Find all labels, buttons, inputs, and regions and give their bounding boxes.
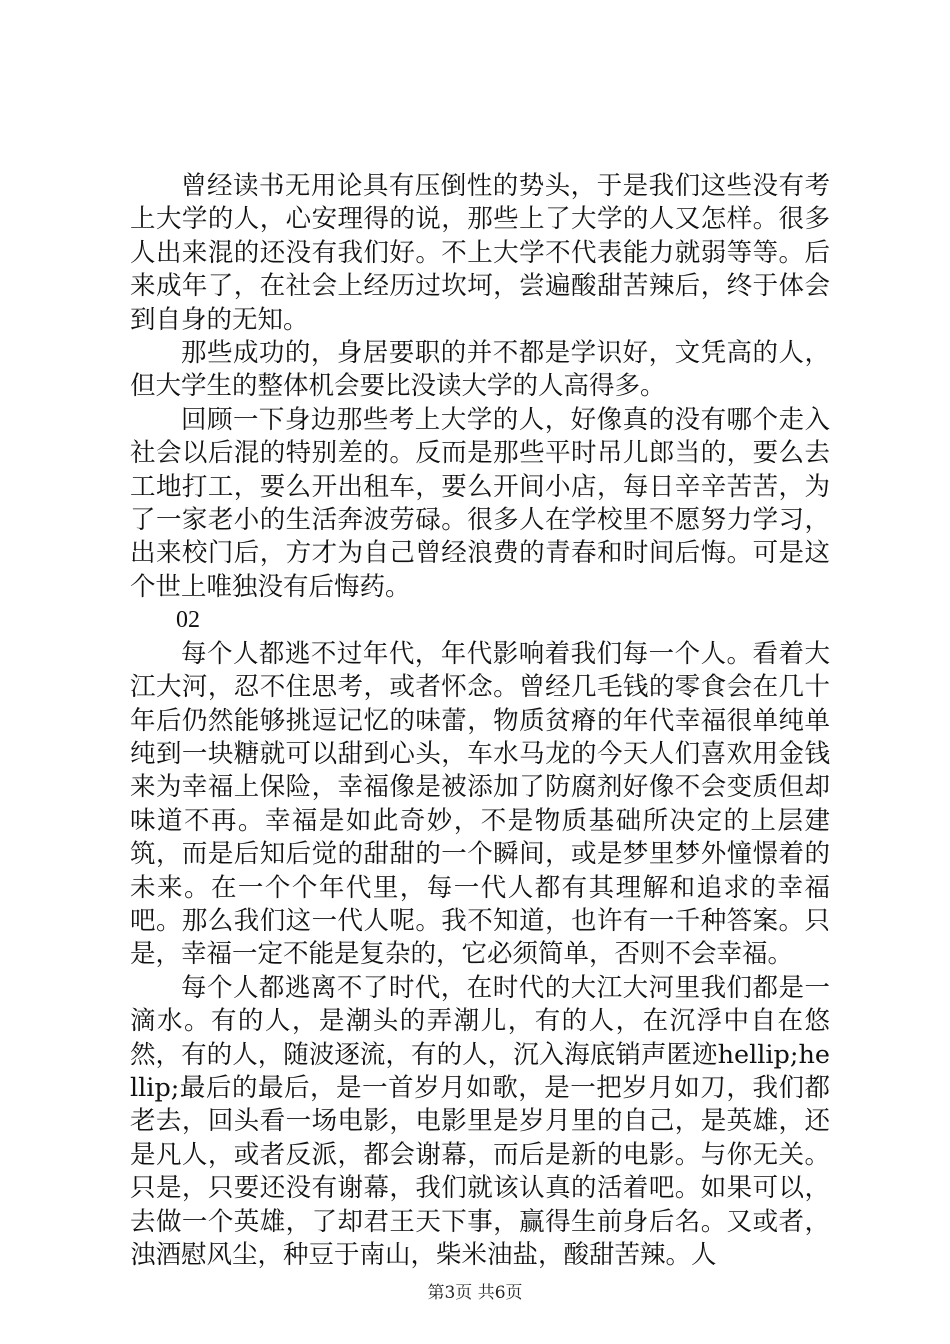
section-number: 02 [176,607,200,634]
paragraph: 曾经读书无用论具有压倒性的势头，于是我们这些没有考上大学的人，心安理得的说，那些上了大学的人又怎样。很多人出来混的还没有我们好。不上大学不代表能力就弱等等。后来成年了，在社会上经历过坎坷，尝遍酸甜苦辣后，终于体会到自身的无知。 [130,171,830,335]
paragraph: 那些成功的，身居要职的并不都是学识好，文凭高的人，但大学生的整体机会要比没读大学的人高得多。 [130,338,830,402]
paragraph: 回顾一下身边那些考上大学的人，好像真的没有哪个走入社会以后混的特别差的。反而是那些平时吊儿郎当的，要么去工地打工，要么开出租车，要么开间小店，每日辛辛苦苦，为了一家老小的生活奔波劳碌。很多人在学校里不愿努力学习，出来校门后，方才为自己曾经浪费的青春和时间后悔。可是这个世上唯独没有后悔药。 [130,404,830,602]
paragraph: 每个人都逃不过年代，年代影响着我们每一个人。看着大江大河，忍不住思考，或者怀念。曾经几毛钱的零食会在几十年后仍然能够挑逗记忆的味蕾，物质贫瘠的年代幸福很单纯单纯到一块糖就可以甜到心头，车水马龙的今天人们喜欢用金钱来为幸福上保险，幸福像是被添加了防腐剂好像不会变质但却味道不再。幸福是如此奇妙，不是物质基础所决定的上层建筑，而是后知后觉的甜甜的一个瞬间，或是梦里梦外憧憬着的未来。在一个个年代里，每一代人都有其理解和追求的幸福吧。那么我们这一代人呢。我不知道，也许有一千种答案。只是，幸福一定不能是复杂的，它必须简单，否则不会幸福。 [130,638,830,970]
document-body [130,170,830,1272]
page-footer: 第3页 共6页 [427,1283,523,1303]
paragraph: 每个人都逃离不了时代，在时代的大江大河里我们都是一滴水。有的人，是潮头的弄潮儿，有的人，在沉浮中自在悠然，有的人，随波逐流，有的人，沉入海底销声匿迹hellip;hellip;最后的最后，是一首岁月如歌，是一把岁月如刀，我们都老去，回头看一场电影，电影里是岁月里的自己，是英雄，还是凡人，或者反派，都会谢幕，而后是新的电影。与你无关。只是，只要还没有谢幕，我们就该认真的活着吧。如果可以，去做一个英雄，了却君王天下事，赢得生前身后名。又或者，浊酒慰风尘，种豆于南山，柴米油盐，酸甜苦辣。人 [130,972,830,1270]
